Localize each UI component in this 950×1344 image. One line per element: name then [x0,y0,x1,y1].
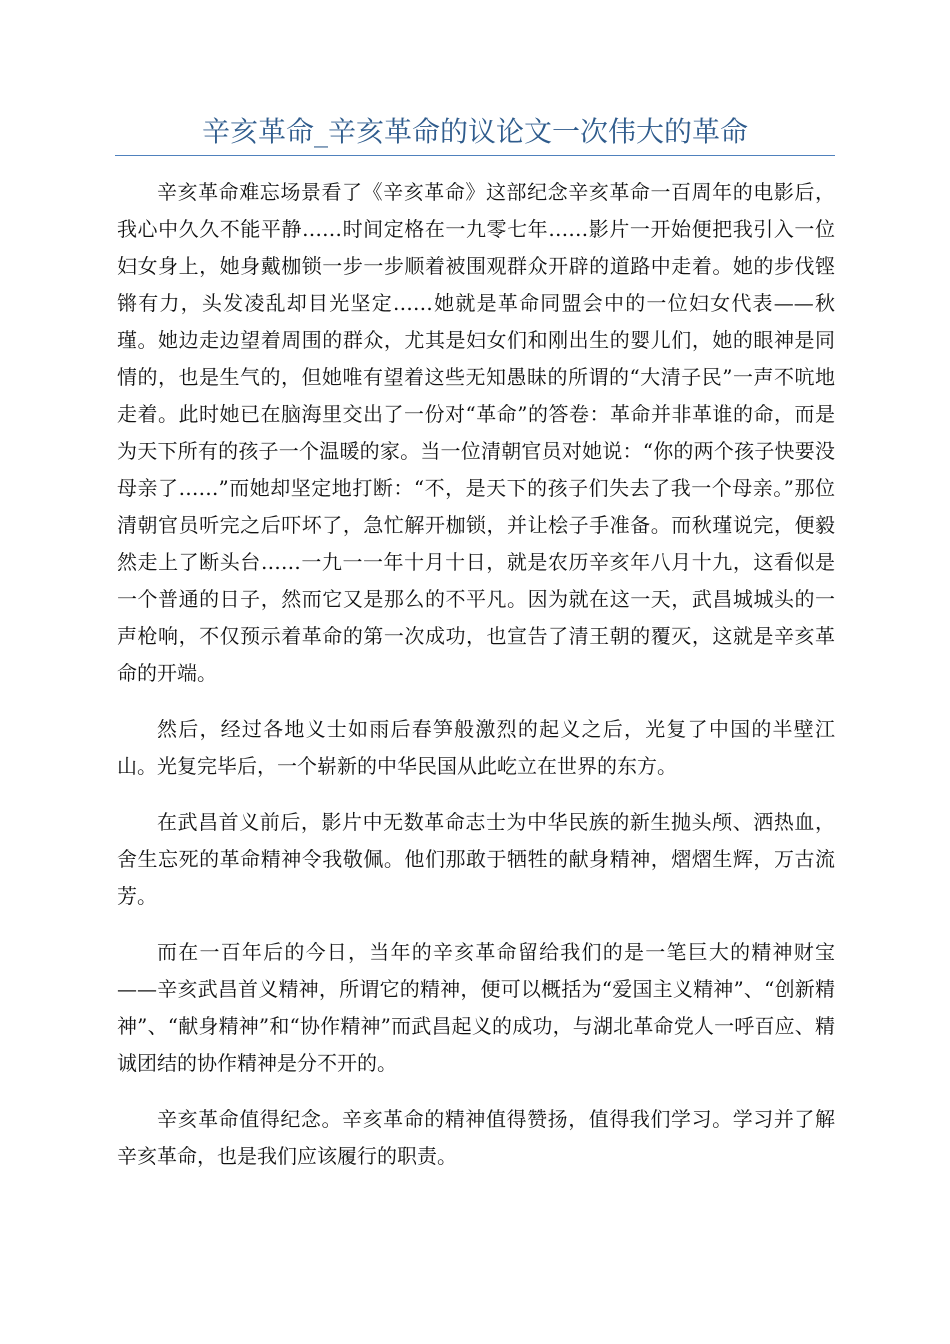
document-title: 辛亥革命_辛亥革命的议论文一次伟大的革命 [201,115,748,148]
paragraph-4: 而在一百年后的今日，当年的辛亥革命留给我们的是一笔巨大的精神财宝——辛亥武昌首义精神，所谓它的精神，便可以概括为“爱国主义精神”、“创新精神”、“献身精神”和“协作精神”而武昌起义的成功，与湖北革命党人一呼百应、精诚团结的协作精神是分不开的。 [117,940,835,1075]
paragraph-1: 辛亥革命难忘场景看了《辛亥革命》这部纪念辛亥革命一百周年的电影后，我心中久久不能平静……时间定格在一九零七年……影片一开始便把我引入一位妇女身上，她身戴枷锁一步一步顺着被围观群众开辟的道路中走着。她的步伐铿锵有力，头发凌乱却目光坚定……她就是革命同盟会中的一位妇女代表——秋瑾。她边走边望着周围的群众，尤其是妇女们和刚出生的婴儿们，她的眼神是同情的，也是生气的，但她唯有望着这些无知愚昧的所谓的“大清子民”一声不吭地走着。此时她已在脑海里交出了一份对“革命”的答卷：革命并非革谁的命，而是为天下所有的孩子一个温暖的家。当一位清朝官员对她说：“你的两个孩子快要没母亲了……”而她却坚定地打断：“不，是天下的孩子们失去了我一个母亲。”那位清朝官员听完之后吓坏了，急忙解开枷锁，并让桧子手准备。而秋瑾说完，便毅然走上了断头台……一九一一年十月十日，就是农历辛亥年八月十九，这看似是一个普通的日子，然而它又是那么的不平凡。因为就在这一天，武昌城城头的一声枪响，不仅预示着革命的第一次成功，也宣告了清王朝的覆灭，这就是辛亥革命的开端。 [117,180,835,685]
title-underline-rule [115,155,835,156]
paragraph-5: 辛亥革命值得纪念。辛亥革命的精神值得赞扬，值得我们学习。学习并了解辛亥革命，也是我们应该履行的职责。 [117,1107,835,1168]
paragraph-3: 在武昌首义前后，影片中无数革命志士为中华民族的新生抛头颅、洒热血，舍生忘死的革命精神令我敬佩。他们那敢于牺牲的献身精神，熠熠生辉，万古流芳。 [117,810,835,908]
document-body [117,174,835,1175]
paragraph-2: 然后，经过各地义士如雨后春笋般激烈的起义之后，光复了中国的半壁江山。光复完毕后，一个崭新的中华民国从此屹立在世界的东方。 [117,717,835,778]
